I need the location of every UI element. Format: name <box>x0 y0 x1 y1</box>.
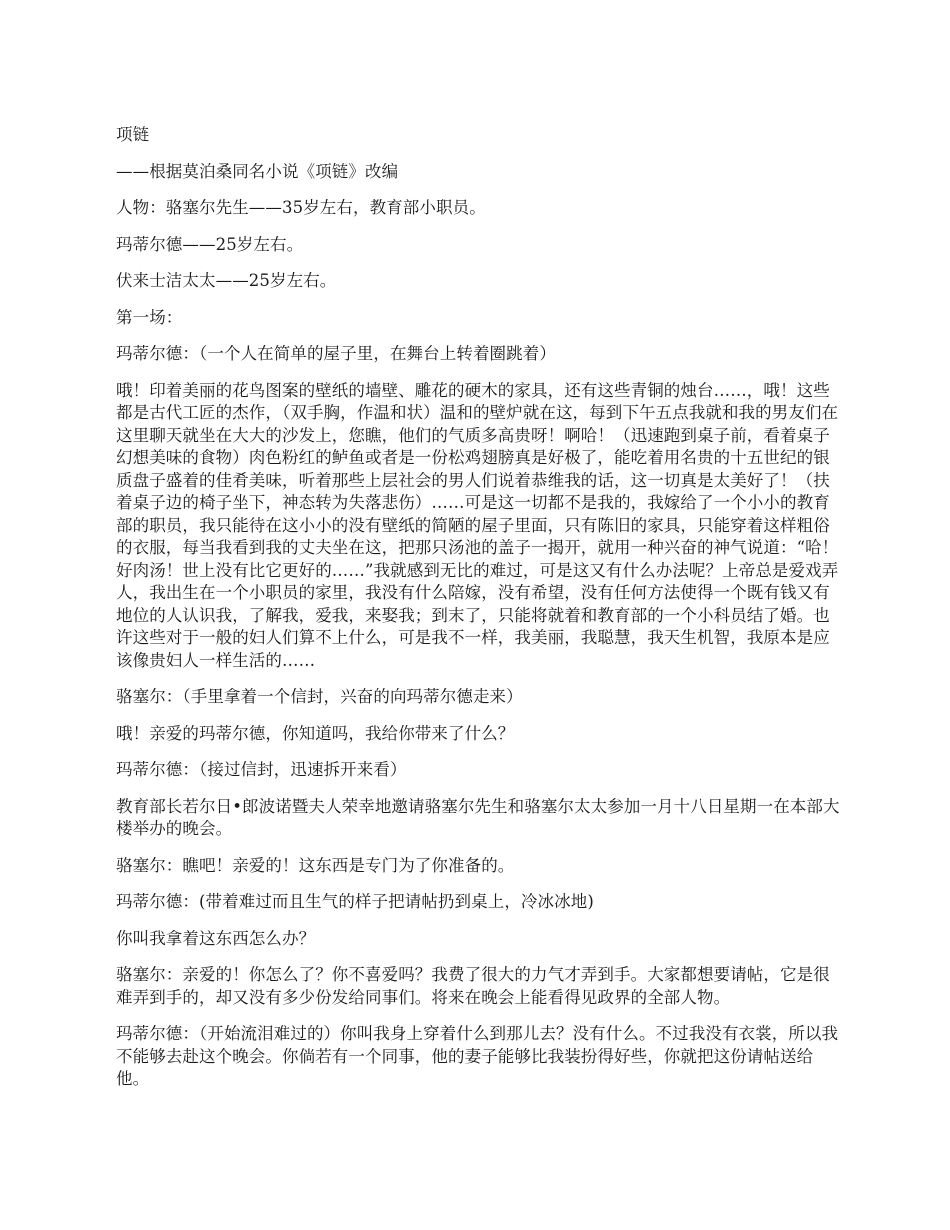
paragraph: 你叫我拿着这东西怎么办？ <box>116 928 316 948</box>
document-subtitle: ——根据莫泊桑同名小说《项链》改编 <box>116 161 399 181</box>
document-title: 项链 <box>116 125 150 144</box>
paragraph: 哦！印着美丽的花鸟图案的壁纸的墙壁、雕花的硬木的家具，还有这些青铜的烛台……，哦！这些都是古代工匠的杰作，（双手胸，作温和状）温和的壁炉就在这，每到下午五点我就和我的男友们在这里聊天就坐在大大的沙发上，您瞧，他们的气质多高贵呀！啊哈！（迅速跑到桌子前，看着桌子幻想美味的食物）肉色粉红的鲈鱼或者是一份松鸡翅膀真是好极了，能吃着用名贵的十五世纪的银质盘子盛着的佳肴美味，听着那些上层社会的男人们说着恭维我的话，这一切真是太美好了！（扶着桌子边的椅子坐下，神态转为失落悲伤）……可是这一切都不是我的，我嫁给了一个小小的教育部的职员，我只能待在这小小的没有壁纸的简陋的屋子里面，只有陈旧的家具，只能穿着这样粗俗的衣服，每当我看到我的丈夫坐在这，把那只汤池的盖子一揭开，就用一种兴奋的神气说道：“哈！好肉汤！世上没有比它更好的……”我就感到无比的难过，可是这又有什么办法呢？上帝总是爱戏弄人，我出生在一个小职员的家里，我没有什么陪嫁，没有希望，没有任何方法使得一个既有钱又有地位的人认识我，了解我，爱我，来娶我；到末了，只能将就着和教育部的一个小科员结了婚。也许这些对于一般的妇人们算不上什么，可是我不一样，我美丽，我聪慧，我天生机智，我原本是应该像贵妇人一样生活的…… <box>116 380 839 670</box>
paragraph: 骆塞尔：瞧吧！亲爱的！这东西是专门为了你准备的。 <box>116 855 515 875</box>
character-line: 伏来士洁太太——25岁左右。 <box>116 271 337 290</box>
paragraph: 玛蒂尔德：(带着难过而且生气的样子把请帖扔到桌上，冷冰冰地) <box>116 892 594 911</box>
character-line: 人物：骆塞尔先生——35岁左右，教育部小职员。 <box>116 198 486 217</box>
paragraph: 玛蒂尔德：（接过信封，迅速拆开来看） <box>116 760 407 779</box>
paragraph: 玛蒂尔德：（开始流泪难过的）你叫我身上穿着什么到那儿去？没有什么。不过我没有衣裳，所以我不能够去赴这个晚会。你倘若有一个同事，他的妻子能够比我装扮得好些，你就把这份请帖送给他。 <box>116 1024 839 1088</box>
scene-heading: 第一场： <box>116 307 183 327</box>
paragraph: 教育部长若尔日•郎波诺暨夫人荣幸地邀请骆塞尔先生和骆塞尔太太参加一月十八日星期一在本部大楼举办的晚会。 <box>116 796 840 838</box>
paragraph: 骆塞尔：（手里拿着一个信封，兴奋的向玛蒂尔德走来） <box>116 687 523 706</box>
paragraph: 玛蒂尔德：（一个人在简单的屋子里，在舞台上转着圈跳着） <box>116 344 556 363</box>
paragraph: 哦！亲爱的玛蒂尔德，你知道吗，我给你带来了什么？ <box>116 723 515 743</box>
document-page <box>116 124 840 1105</box>
paragraph: 骆塞尔：亲爱的！你怎么了？你不喜爱吗？我费了很大的力气才弄到手。大家都想要请帖，它是很难弄到手的，却又没有多少份发给同事们。将来在晚会上能看得见政界的全部人物。 <box>116 965 830 1007</box>
character-line: 玛蒂尔德——25岁左右。 <box>116 234 304 254</box>
